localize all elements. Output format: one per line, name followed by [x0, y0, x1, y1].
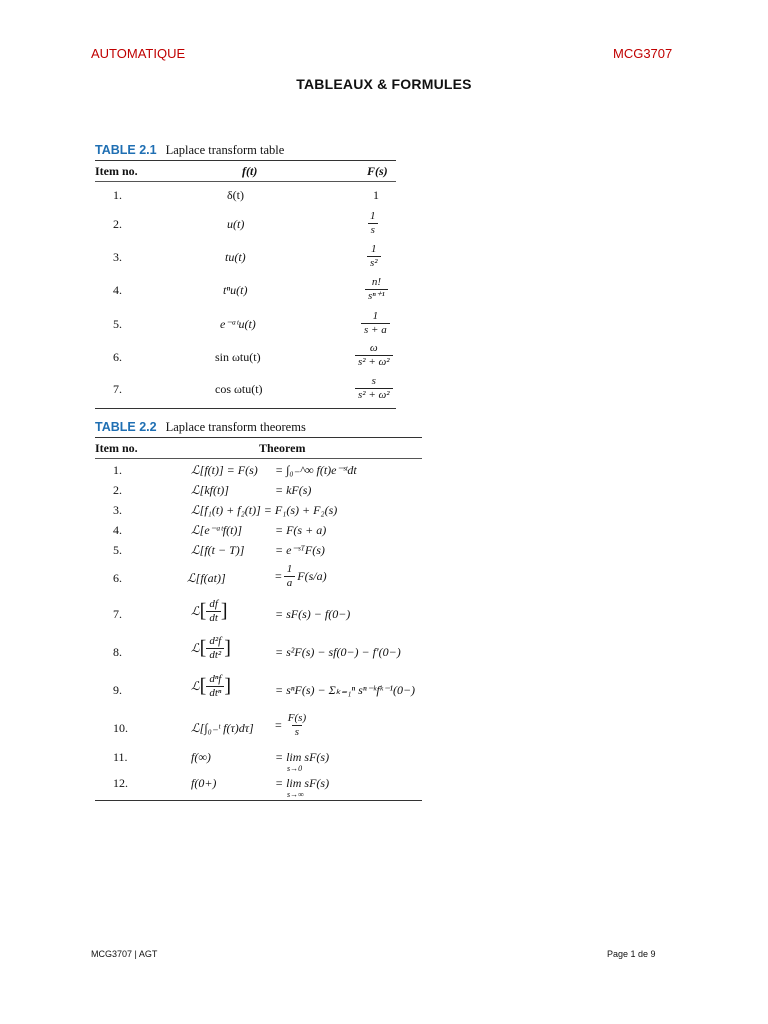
- item-number: 2.: [113, 483, 122, 497]
- table-row: [95, 540, 422, 560]
- table2-title: [95, 420, 306, 435]
- theorem-rhs: = $\frac{F(s)}{s}$: [275, 712, 307, 738]
- table-row: [95, 459, 422, 480]
- table-row: [95, 480, 422, 500]
- table1-col-ft: f(t): [242, 164, 258, 178]
- table-row: [95, 182, 396, 208]
- table-row: [95, 274, 396, 308]
- table-row: [95, 671, 422, 711]
- item-number: 5.: [113, 317, 122, 331]
- Fs-fraction: ω s² + ω²: [355, 343, 393, 368]
- item-number: 3.: [113, 503, 122, 517]
- theorem-lhs: ℒ[f₁(t) + f₂(t)] = F₁(s) + F₂(s): [191, 503, 338, 517]
- theorem-lhs: ℒ[kf(t)]: [191, 483, 229, 497]
- header-course-code: MCG3707: [613, 46, 673, 61]
- item-number: 6.: [113, 571, 122, 585]
- Fs-fraction: 1 s: [367, 211, 379, 236]
- table-row: [95, 373, 396, 407]
- item-number: 9.: [113, 683, 122, 697]
- item-number: 7.: [113, 382, 122, 396]
- footer-course: MCG3707 | AGT: [91, 949, 158, 959]
- ft-cell: u(t): [227, 217, 245, 231]
- Fs-fraction: n! sⁿ⁺¹: [365, 277, 388, 302]
- theorem-lhs: f(∞): [191, 750, 211, 764]
- ft-cell: tu(t): [225, 250, 246, 264]
- table-row: [95, 308, 396, 341]
- theorem-lhs: ℒ[∫₀₋ᵗ f(τ)dτ]: [191, 721, 254, 735]
- table-row: [95, 772, 422, 800]
- header-course-title: AUTOMATIQUE: [91, 46, 186, 61]
- laplace-transform-table: [95, 160, 396, 409]
- table-row: [95, 520, 422, 540]
- table-row: [95, 711, 422, 746]
- item-number: 4.: [113, 283, 122, 297]
- ft-cell: cos ωtu(t): [215, 382, 263, 396]
- table1-caption: Laplace transform table: [165, 143, 285, 157]
- theorem-lhs: ℒ [ df dt ]: [191, 598, 228, 624]
- theorem-lhs: ℒ [ d²f dt² ]: [191, 635, 231, 661]
- ft-cell: tⁿu(t): [223, 283, 248, 297]
- table2-number: TABLE 2.2: [95, 420, 157, 434]
- theorem-lhs: ℒ[e⁻ᵃᵗf(t)]: [191, 523, 243, 537]
- table-row: [95, 500, 422, 520]
- page-title: TABLEAUX & FORMULES: [296, 76, 472, 92]
- table2-col-item: Item no.: [95, 441, 138, 455]
- table1-title: [95, 143, 284, 158]
- theorem-rhs: = s²F(s) − sf(0−) − f′(0−): [275, 645, 401, 659]
- theorem-rhs: = kF(s): [275, 483, 312, 497]
- Fs-fraction: s s² + ω²: [355, 376, 393, 401]
- table-row: [95, 596, 422, 633]
- table-row: [95, 633, 422, 671]
- Fs-fraction: 1 s + a: [361, 311, 390, 336]
- table1-number: TABLE 2.1: [95, 143, 157, 157]
- theorem-rhs: = sF(s) − f(0−): [275, 607, 351, 621]
- item-number: 12.: [113, 776, 128, 790]
- Fs-cell: 1: [373, 188, 379, 202]
- table-row: [95, 560, 422, 596]
- item-number: 2.: [113, 217, 122, 231]
- laplace-theorems-table: [95, 437, 422, 801]
- ft-cell: e⁻ᵃᵗu(t): [220, 317, 256, 331]
- theorem-rhs: = $\frac{1}{a}$ F(s/a): [275, 563, 327, 589]
- theorem-rhs: = e⁻ˢᵀF(s): [275, 543, 325, 557]
- item-number: 1.: [113, 188, 122, 202]
- theorem-lhs: f(0+): [191, 776, 217, 790]
- item-number: 5.: [113, 543, 122, 557]
- theorem-rhs: = lim sF(s): [275, 750, 330, 764]
- item-number: 3.: [113, 250, 122, 264]
- theorem-rhs: = sⁿF(s) − Σₖ₌₁ⁿ sⁿ⁻ᵏfᵏ⁻¹(0−): [275, 683, 416, 697]
- table1-header-row: [95, 161, 396, 181]
- theorem-rhs: = lim sF(s): [275, 776, 330, 790]
- item-number: 11.: [113, 750, 128, 764]
- theorem-lhs: ℒ[f(at)]: [187, 571, 226, 585]
- item-number: 6.: [113, 350, 122, 364]
- item-number: 10.: [113, 721, 128, 735]
- table1-col-item: Item no.: [95, 164, 138, 178]
- table2-caption: Laplace transform theorems: [165, 420, 306, 434]
- table-row: [95, 241, 396, 274]
- item-number: 7.: [113, 607, 122, 621]
- theorem-lhs: ℒ[f(t)] = F(s): [191, 463, 258, 477]
- ft-cell: δ(t): [227, 188, 244, 202]
- item-number: 8.: [113, 645, 122, 659]
- Fs-fraction: 1 s²: [367, 244, 381, 269]
- item-number: 1.: [113, 463, 122, 477]
- limit-subscript: s→∞: [287, 790, 304, 799]
- table2-header-row: [95, 438, 422, 458]
- theorem-rhs: = F(s + a): [275, 523, 327, 537]
- theorem-rhs: = ∫₀₋^∞ f(t)e⁻ˢᵗdt: [275, 463, 357, 477]
- limit-subscript: s→0: [287, 764, 303, 773]
- table2-col-theorem: Theorem: [259, 441, 306, 455]
- table-row: [95, 208, 396, 241]
- item-number: 4.: [113, 523, 122, 537]
- ft-cell: sin ωtu(t): [215, 350, 261, 364]
- table1-col-Fs: F(s): [367, 164, 388, 178]
- theorem-lhs: ℒ [ dⁿf dtⁿ ]: [191, 673, 232, 699]
- theorem-lhs: ℒ[f(t − T)]: [191, 543, 245, 557]
- table-row: [95, 746, 422, 772]
- table-row: [95, 341, 396, 373]
- footer-page-number: Page 1 de 9: [607, 949, 656, 959]
